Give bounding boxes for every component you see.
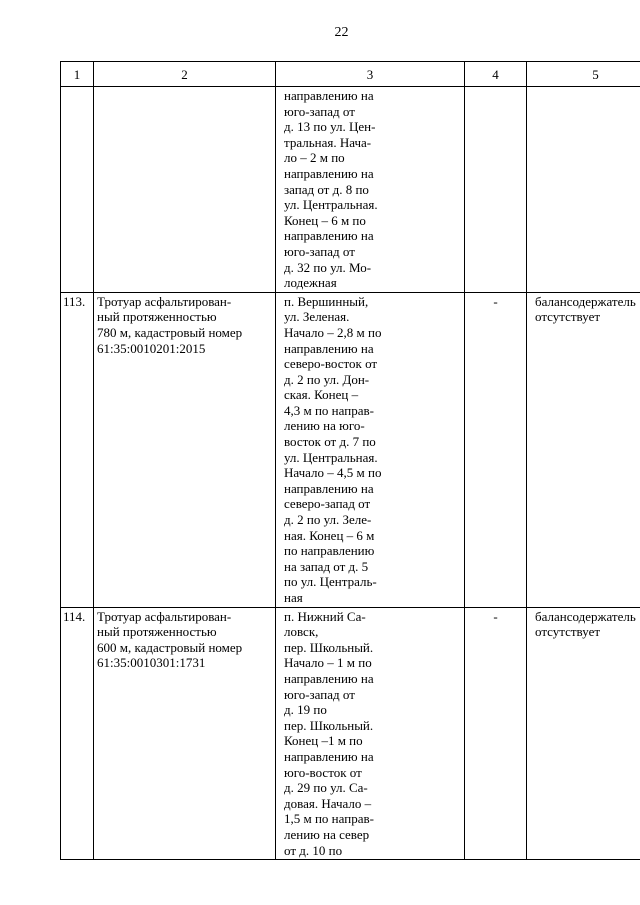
- property-table: [60, 61, 640, 860]
- row-number-cell: 113.: [61, 292, 94, 607]
- header-cell-5: 5: [527, 62, 640, 87]
- table-row: [61, 87, 640, 293]
- column-4-cell: -: [465, 292, 527, 607]
- table-row: [61, 292, 640, 607]
- table-row: [61, 607, 640, 860]
- table-header-row: [61, 62, 640, 87]
- row-number-cell: [61, 87, 94, 293]
- location-description-cell: направлению на юго-запад от д. 13 по ул. Цен- тральная. Нача- ло – 2 м по направлению на запад от д. 8 по ул. Центральная. Конец – 6 м по направлению на юго-запад от д. 32 по ул. Мо- лодежная: [276, 87, 465, 293]
- location-description-cell: п. Нижний Са- ловск, пер. Школьный. Начало – 1 м по направлению на юго-запад от д. 19 по пер. Школьный. Конец –1 м по направлению на юго-восток от д. 29 по ул. Са- довая. Начало – 1,5 м по направ- лению на север от д. 10 по: [276, 607, 465, 860]
- holder-cell: [527, 87, 640, 293]
- header-cell-1: 1: [61, 62, 94, 87]
- object-name-cell: Тротуар асфальтирован- ный протяженностью 600 м, кадастровый номер 61:35:0010301:1731: [94, 607, 276, 860]
- row-number-cell: 114.: [61, 607, 94, 860]
- object-name-cell: [94, 87, 276, 293]
- object-name-cell: Тротуар асфальтирован- ный протяженностью 780 м, кадастровый номер 61:35:0010201:2015: [94, 292, 276, 607]
- column-4-cell: -: [465, 607, 527, 860]
- column-4-cell: [465, 87, 527, 293]
- header-cell-4: 4: [465, 62, 527, 87]
- header-cell-3: 3: [276, 62, 465, 87]
- holder-cell: балансодержатель отсутствует: [527, 292, 640, 607]
- page-number: 22: [334, 25, 349, 40]
- header-cell-2: 2: [94, 62, 276, 87]
- location-description-cell: п. Вершинный, ул. Зеленая. Начало – 2,8 м по направлению на северо-восток от д. 2 по ул. Дон- ская. Конец – 4,3 м по направ- лению на юго- восток от д. 7 по ул. Центральная. Начало – 4,5 м по направлению на северо-запад от д. 2 по ул. Зеле- ная. Конец – 6 м по направлению на запад от д. 5 по ул. Централь- ная: [276, 292, 465, 607]
- holder-cell: балансодержатель отсутствует: [527, 607, 640, 860]
